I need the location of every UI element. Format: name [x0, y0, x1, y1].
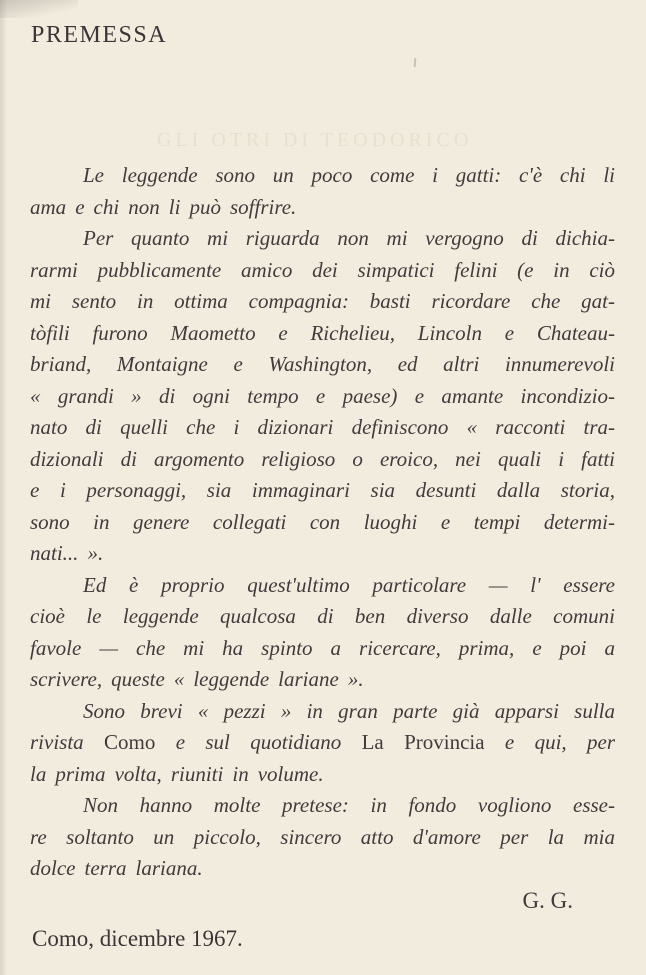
scan-speck: [414, 58, 417, 67]
italic-text-segment: scrivere, queste « leggende lariane ».: [30, 667, 364, 691]
italic-text-segment: « grandi » di ogni tempo e paese) e amante incondizio-: [30, 383, 615, 408]
signature: G. G.: [522, 887, 573, 913]
italic-text-segment: la prima volta, riuniti in volume.: [30, 761, 324, 786]
body-text: [30, 160, 615, 916]
italic-text-segment: favole — che mi ha spinto a ricercare, prima, e poi a: [30, 635, 615, 660]
italic-text-segment: dolce terra lariana.: [30, 856, 203, 880]
body-line: [30, 349, 615, 381]
italic-text-segment: sono in genere collegati con luoghi e tempi determi-: [30, 509, 615, 534]
bleed-through-title: GLI OTRI DI TEODORICO: [157, 129, 473, 151]
body-line: [30, 822, 615, 854]
body-line: [30, 853, 615, 885]
italic-text-segment: re soltanto un piccolo, sincero atto d'amore per la mia: [30, 824, 615, 849]
body-line: [30, 381, 615, 413]
page-title: PREMESSA: [31, 22, 168, 48]
body-line: [30, 696, 615, 728]
italic-text-segment: dizionali di argomento religioso o eroico, nei quali i fatti: [30, 446, 615, 471]
body-line: [30, 475, 615, 507]
italic-text-segment: Per quanto mi riguarda non mi vergogno di dichia-: [83, 226, 615, 250]
italic-text-segment: Non hanno molte pretese: in fondo vogliono esse-: [83, 793, 615, 817]
body-line: [30, 790, 615, 822]
italic-text-segment: Le leggende sono un poco come i gatti: c'è chi li: [83, 163, 615, 187]
body-line: [30, 633, 615, 665]
italic-text-segment: rivista: [30, 730, 105, 754]
italic-text-segment: e sul quotidiano: [155, 730, 362, 754]
body-line: [30, 601, 615, 633]
italic-text-segment: cioè le leggende qualcosa di ben diverso dalle comuni: [30, 604, 615, 628]
body-lines: [30, 160, 615, 885]
body-line: [30, 727, 615, 759]
italic-text-segment: e i personaggi, sia immaginari sia desunti dalla storia,: [30, 478, 615, 502]
body-line: [30, 318, 615, 350]
scan-corner-shade: [0, 0, 78, 18]
body-line: [30, 223, 615, 255]
italic-text-segment: tòfili furono Maometto e Richelieu, Lincoln e Chateau-: [30, 320, 615, 345]
roman-text-segment: La Provincia: [361, 730, 485, 754]
body-line: [30, 538, 615, 570]
body-line: [30, 444, 615, 476]
italic-text-segment: ama e chi non li può soffrire.: [30, 194, 297, 219]
italic-text-segment: mi sento in ottima compagnia: basti ricordare che gat-: [30, 289, 615, 313]
body-line: [30, 192, 615, 224]
roman-text-segment: Como: [104, 730, 156, 754]
body-line: [30, 286, 615, 318]
body-line: [30, 664, 615, 696]
italic-text-segment: nato di quelli che i dizionari definiscono « racconti tra-: [30, 415, 615, 439]
body-line: [30, 570, 615, 602]
body-line: [30, 160, 615, 192]
body-line: [30, 255, 615, 287]
body-line: [30, 759, 615, 791]
italic-text-segment: e qui, per: [484, 730, 615, 754]
italic-text-segment: Sono brevi « pezzi » in gran parte già apparsi sulla: [83, 698, 615, 723]
italic-text-segment: Ed è proprio quest'ultimo particolare — l' essere: [83, 572, 615, 597]
italic-text-segment: rarmi pubblicamente amico dei simpatici felini (e in ciò: [30, 257, 615, 282]
body-line: [30, 412, 615, 444]
body-line: [30, 507, 615, 539]
italic-text-segment: nati... ».: [30, 541, 104, 565]
scan-edge-shade: [0, 0, 7, 975]
italic-text-segment: briand, Montaigne e Washington, ed altri innumerevoli: [30, 352, 615, 376]
dateline: Como, dicembre 1967.: [32, 926, 243, 951]
